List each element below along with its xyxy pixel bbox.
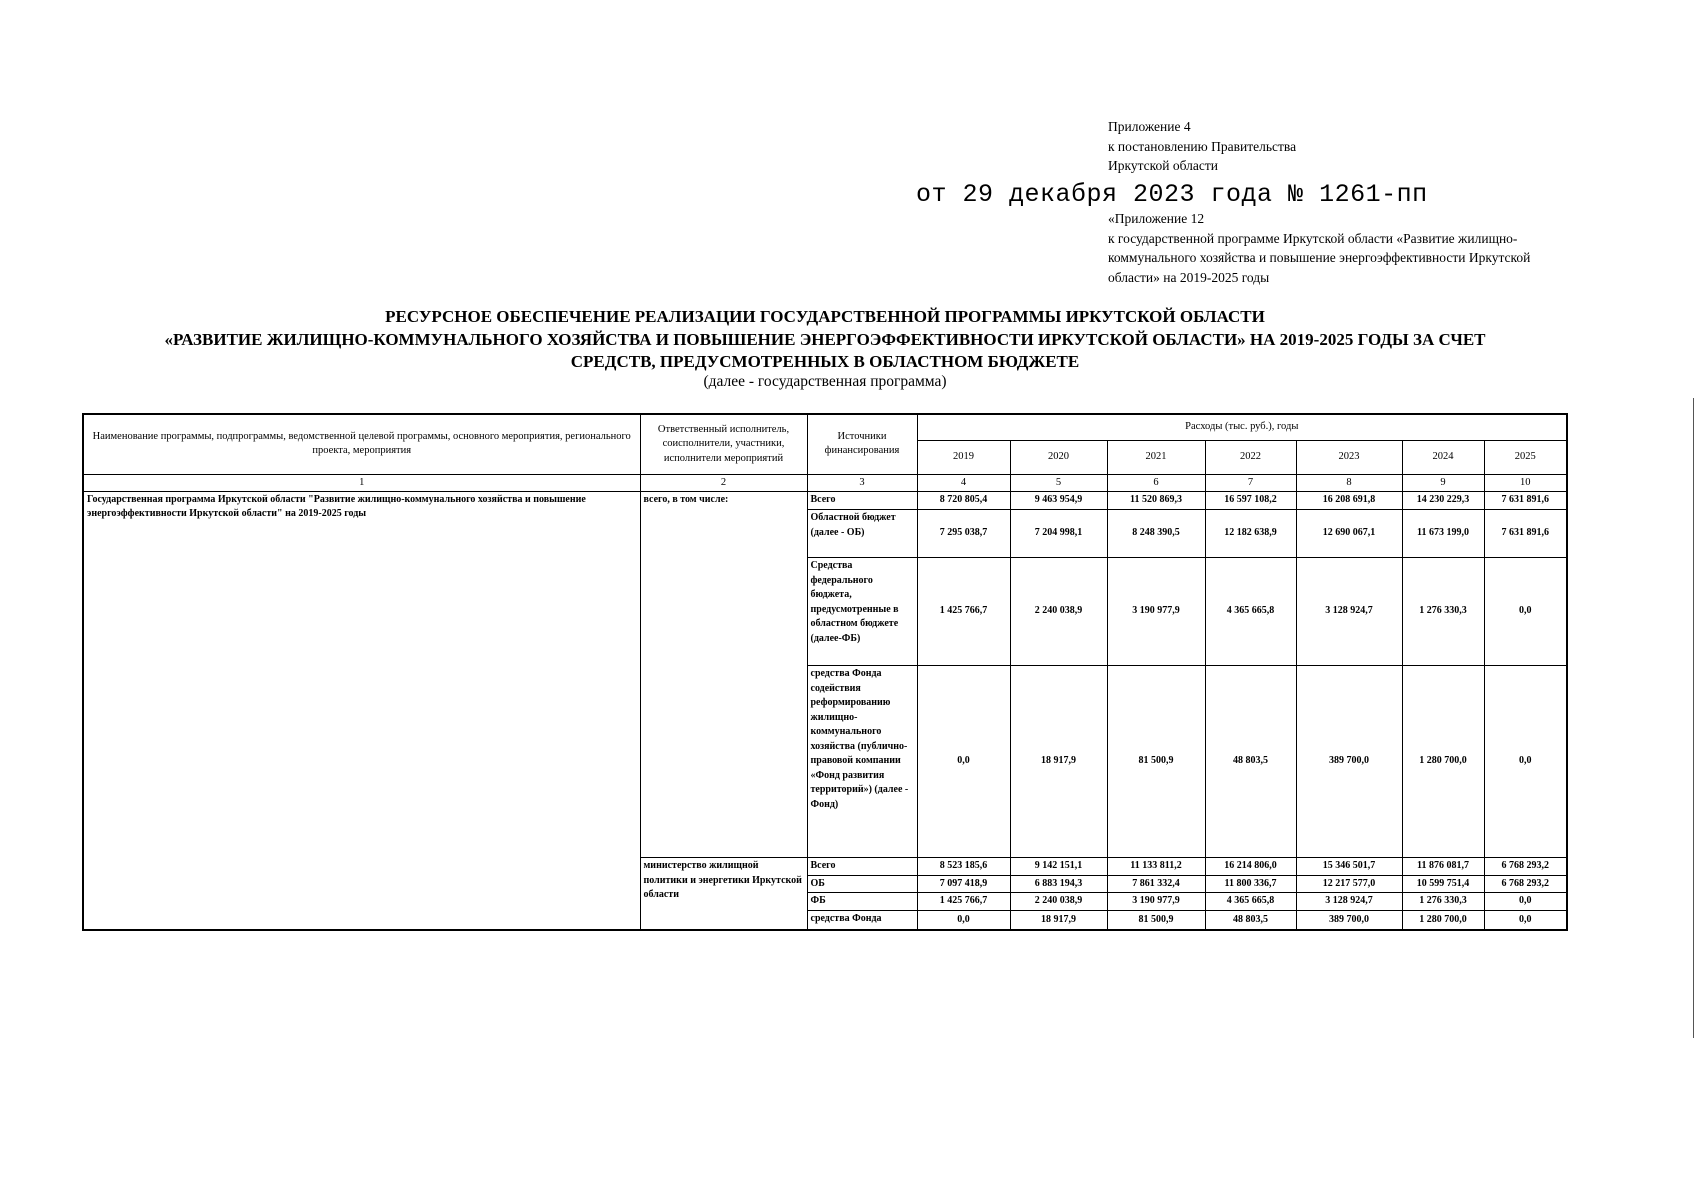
value-cell: 7 631 891,6 — [1484, 510, 1567, 558]
source-cell: Областной бюджет (далее - ОБ) — [807, 510, 917, 558]
program-name-cell: Государственная программа Иркутской области "Развитие жилищно-коммунального хозяйства и повышение энергоэффективности Иркутской области" на 2019-2025 годы — [83, 492, 640, 931]
value-cell: 6 883 194,3 — [1010, 875, 1107, 893]
attachment-line: «Приложение 12 — [1108, 211, 1205, 226]
index-cell: 9 — [1402, 474, 1484, 492]
value-cell: 2 240 038,9 — [1010, 893, 1107, 911]
index-cell: 2 — [640, 474, 807, 492]
value-cell: 7 204 998,1 — [1010, 510, 1107, 558]
year-cell: 2021 — [1107, 440, 1205, 474]
index-cell: 3 — [807, 474, 917, 492]
year-cell: 2025 — [1484, 440, 1567, 474]
title-line: РЕСУРСНОЕ ОБЕСПЕЧЕНИЕ РЕАЛИЗАЦИИ ГОСУДАРСТВЕННОЙ ПРОГРАММЫ ИРКУТСКОЙ ОБЛАСТИ — [385, 307, 1265, 326]
attachment-line: к постановлению Правительства — [1108, 138, 1297, 154]
index-cell: 1 — [83, 474, 640, 492]
document-subtitle: (далее - государственная программа) — [703, 373, 947, 390]
table-row — [83, 492, 1567, 510]
year-cell: 2022 — [1205, 440, 1296, 474]
value-cell: 12 217 577,0 — [1296, 875, 1402, 893]
attachment-header — [1108, 117, 1296, 176]
value-cell: 12 182 638,9 — [1205, 510, 1296, 558]
source-cell: ФБ — [807, 893, 917, 911]
value-cell: 7 861 332,4 — [1107, 875, 1205, 893]
attachment-line: к государственной программе Иркутской области «Развитие жилищно-коммунального хозяйства и повышение энергоэффективности Иркутской области» на 2019-2025 годы — [1108, 230, 1531, 285]
attachment-line: Иркутской области — [1108, 158, 1219, 173]
decree-stamp: от 29 декабря 2023 года № 1261-пп — [916, 180, 1428, 209]
year-cell: 2023 — [1296, 440, 1402, 474]
index-cell: 6 — [1107, 474, 1205, 492]
attachment-line: Приложение 4 — [1108, 119, 1191, 134]
resource-table — [82, 413, 1568, 931]
document-title — [80, 306, 1570, 374]
value-cell: 11 520 869,3 — [1107, 492, 1205, 510]
source-cell: Средства федерального бюджета, предусмотренные в областном бюджете (далее-ФБ) — [807, 558, 917, 666]
value-cell: 4 365 665,8 — [1205, 558, 1296, 666]
value-cell: 9 142 151,1 — [1010, 858, 1107, 876]
value-cell: 12 690 067,1 — [1296, 510, 1402, 558]
header-expenses: Расходы (тыс. руб.), годы — [917, 414, 1567, 440]
value-cell: 8 248 390,5 — [1107, 510, 1205, 558]
value-cell: 1 280 700,0 — [1402, 910, 1484, 930]
value-cell: 3 128 924,7 — [1296, 558, 1402, 666]
table-header-row — [83, 414, 1567, 440]
index-cell: 8 — [1296, 474, 1402, 492]
value-cell: 6 768 293,2 — [1484, 875, 1567, 893]
value-cell: 15 346 501,7 — [1296, 858, 1402, 876]
source-cell: Всего — [807, 492, 917, 510]
header-source: Источники финансирования — [807, 414, 917, 474]
source-cell: Всего — [807, 858, 917, 876]
value-cell: 0,0 — [917, 910, 1010, 930]
value-cell: 0,0 — [1484, 666, 1567, 858]
value-cell: 3 190 977,9 — [1107, 558, 1205, 666]
header-program-name: Наименование программы, подпрограммы, ведомственной целевой программы, основного мероприятия, регионального проекта, мероприятия — [83, 414, 640, 474]
value-cell: 10 599 751,4 — [1402, 875, 1484, 893]
value-cell: 1 280 700,0 — [1402, 666, 1484, 858]
value-cell: 16 597 108,2 — [1205, 492, 1296, 510]
value-cell: 7 295 038,7 — [917, 510, 1010, 558]
value-cell: 8 523 185,6 — [917, 858, 1010, 876]
value-cell: 0,0 — [1484, 558, 1567, 666]
value-cell: 0,0 — [1484, 893, 1567, 911]
value-cell: 9 463 954,9 — [1010, 492, 1107, 510]
value-cell: 0,0 — [1484, 910, 1567, 930]
index-cell: 4 — [917, 474, 1010, 492]
source-cell: средства Фонда — [807, 910, 917, 930]
value-cell: 0,0 — [917, 666, 1010, 858]
executor-cell: министерство жилищной политики и энергетики Иркутской области — [640, 858, 807, 931]
value-cell: 11 673 199,0 — [1402, 510, 1484, 558]
value-cell: 7 097 418,9 — [917, 875, 1010, 893]
value-cell: 11 133 811,2 — [1107, 858, 1205, 876]
index-cell: 10 — [1484, 474, 1567, 492]
value-cell: 1 425 766,7 — [917, 558, 1010, 666]
title-line: СРЕДСТВ, ПРЕДУСМОТРЕННЫХ В ОБЛАСТНОМ БЮДЖЕТЕ — [570, 352, 1080, 371]
value-cell: 389 700,0 — [1296, 666, 1402, 858]
value-cell: 81 500,9 — [1107, 910, 1205, 930]
source-cell: ОБ — [807, 875, 917, 893]
value-cell: 2 240 038,9 — [1010, 558, 1107, 666]
attachment-12-header — [1108, 209, 1548, 287]
value-cell: 16 208 691,8 — [1296, 492, 1402, 510]
value-cell: 7 631 891,6 — [1484, 492, 1567, 510]
value-cell: 11 876 081,7 — [1402, 858, 1484, 876]
value-cell: 81 500,9 — [1107, 666, 1205, 858]
page-edge-line — [1693, 398, 1694, 1038]
value-cell: 3 128 924,7 — [1296, 893, 1402, 911]
value-cell: 6 768 293,2 — [1484, 858, 1567, 876]
value-cell: 48 803,5 — [1205, 666, 1296, 858]
year-cell: 2020 — [1010, 440, 1107, 474]
value-cell: 14 230 229,3 — [1402, 492, 1484, 510]
header-executor: Ответственный исполнитель, соисполнители, участники, исполнители мероприятий — [640, 414, 807, 474]
column-index-row — [83, 474, 1567, 492]
value-cell: 1 425 766,7 — [917, 893, 1010, 911]
value-cell: 18 917,9 — [1010, 666, 1107, 858]
value-cell: 8 720 805,4 — [917, 492, 1010, 510]
value-cell: 389 700,0 — [1296, 910, 1402, 930]
index-cell: 5 — [1010, 474, 1107, 492]
value-cell: 16 214 806,0 — [1205, 858, 1296, 876]
value-cell: 11 800 336,7 — [1205, 875, 1296, 893]
year-cell: 2019 — [917, 440, 1010, 474]
value-cell: 48 803,5 — [1205, 910, 1296, 930]
source-cell: средства Фонда содействия реформированию жилищно-коммунального хозяйства (публично-правовой компании «Фонд развития территорий») (далее - Фонд) — [807, 666, 917, 858]
year-cell: 2024 — [1402, 440, 1484, 474]
executor-cell: всего, в том числе: — [640, 492, 807, 858]
title-line: «РАЗВИТИЕ ЖИЛИЩНО-КОММУНАЛЬНОГО ХОЗЯЙСТВА И ПОВЫШЕНИЕ ЭНЕРГОЭФФЕКТИВНОСТИ ИРКУТСКОЙ ОБЛАСТИ» НА 2019-2025 ГОДЫ ЗА СЧЕТ — [164, 329, 1486, 349]
value-cell: 1 276 330,3 — [1402, 558, 1484, 666]
value-cell: 1 276 330,3 — [1402, 893, 1484, 911]
value-cell: 18 917,9 — [1010, 910, 1107, 930]
value-cell: 3 190 977,9 — [1107, 893, 1205, 911]
index-cell: 7 — [1205, 474, 1296, 492]
value-cell: 4 365 665,8 — [1205, 893, 1296, 911]
